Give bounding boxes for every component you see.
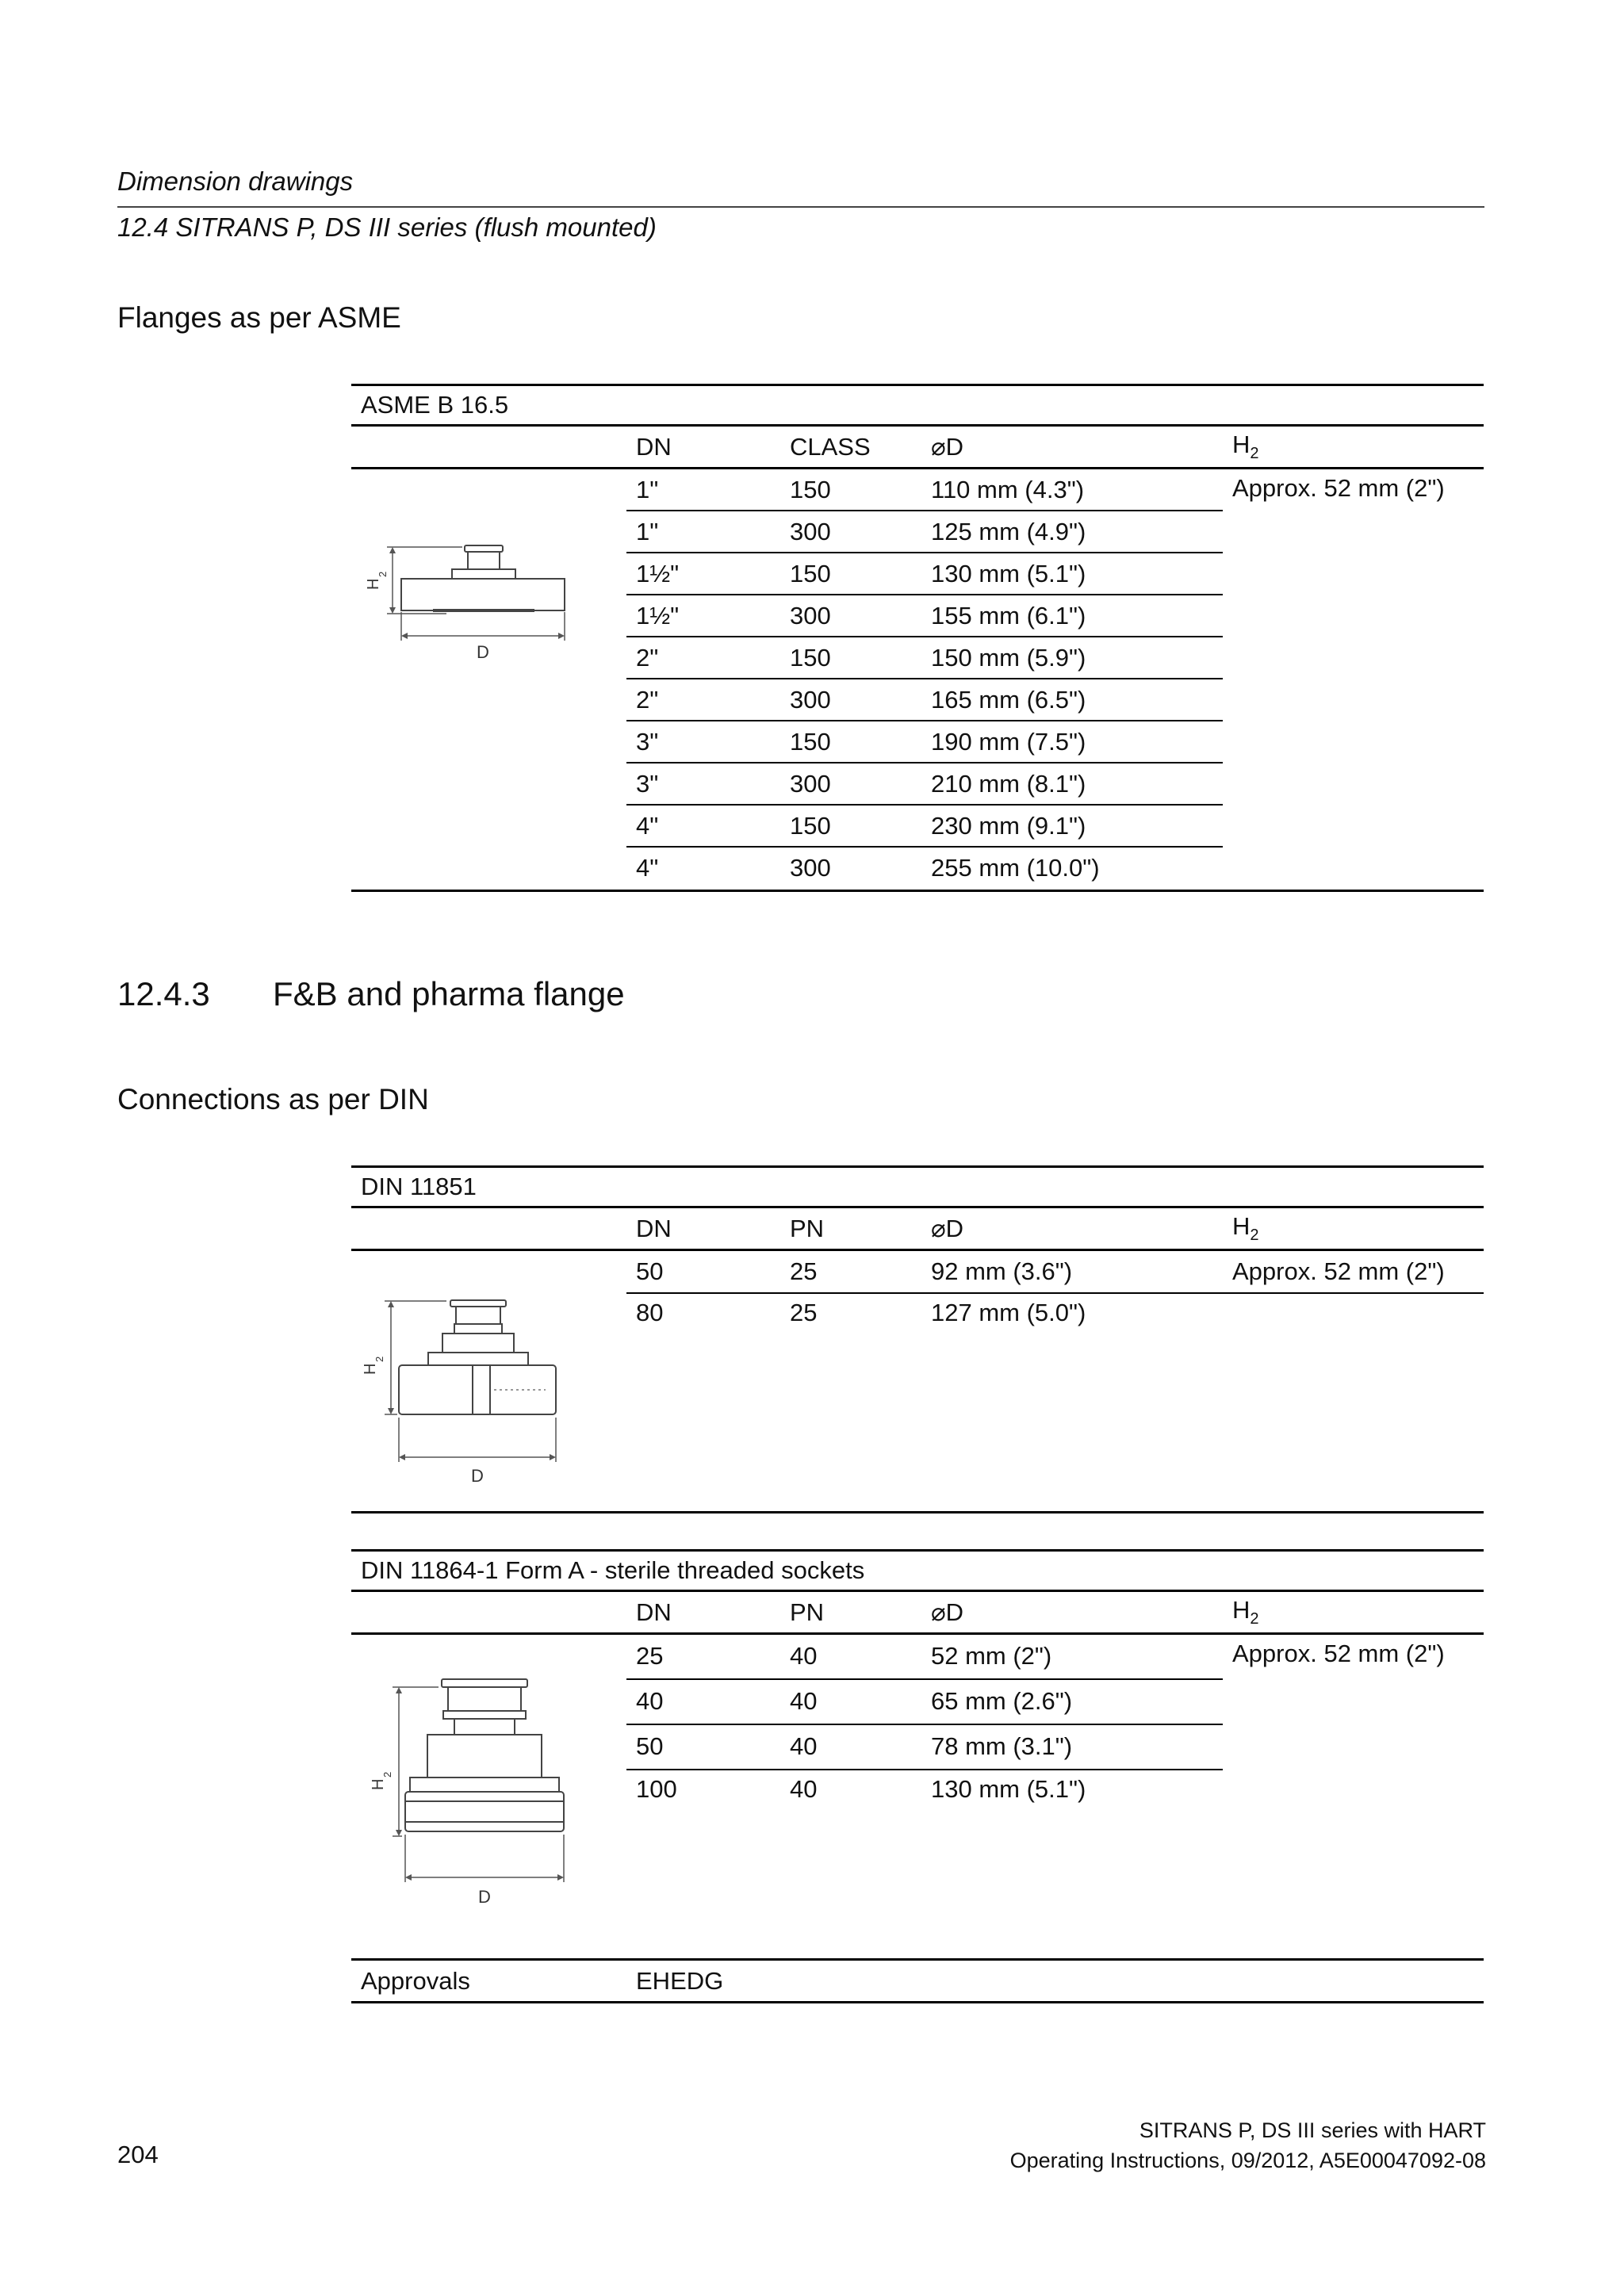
running-header-chapter: Dimension drawings xyxy=(117,166,354,196)
cell-class: 150 xyxy=(780,469,921,511)
drawing-label-h: H xyxy=(365,578,382,590)
cell-pn: 40 xyxy=(780,1634,921,1679)
cell-class: 300 xyxy=(780,511,921,553)
cell-diameter: 150 mm (5.9") xyxy=(921,637,1223,679)
cell-diameter: 78 mm (3.1") xyxy=(921,1724,1223,1770)
drawing-label-d: D xyxy=(478,1887,491,1907)
cell-dn: 80 xyxy=(636,1299,664,1327)
cell-class: 300 xyxy=(780,595,921,637)
cell-dn: 50 xyxy=(626,1724,780,1770)
cell-class: 300 xyxy=(780,763,921,805)
cell-dn: 1" xyxy=(626,469,780,511)
cell-class: 150 xyxy=(780,721,921,763)
din11864-table-title: DIN 11864-1 Form A - sterile threaded sockets xyxy=(351,1551,1484,1591)
table-row xyxy=(351,1250,1484,1294)
cell-diameter: 190 mm (7.5") xyxy=(921,721,1223,763)
approvals-value: EHEDG xyxy=(626,1960,1484,2003)
col-header-dn: DN xyxy=(626,426,780,469)
din11864-table xyxy=(351,1549,1484,2003)
table-end-rule xyxy=(351,1510,1484,1513)
din11851-drawing xyxy=(351,1289,605,1503)
col-header-h-sub: 2 xyxy=(1250,1610,1259,1628)
col-header-diameter: ⌀D xyxy=(921,426,1223,469)
cell-h2: Approx. 52 mm (2") xyxy=(1232,1640,1445,1667)
drawing-label-h: H xyxy=(362,1363,379,1375)
cell-dn: 3" xyxy=(626,763,780,805)
cell-class: 150 xyxy=(780,637,921,679)
running-header-section: 12.4 SITRANS P, DS III series (flush mounted) xyxy=(117,212,657,242)
drawing-label-h-sub: 2 xyxy=(381,1771,393,1777)
asme-table xyxy=(351,384,1484,892)
cell-pn: 40 xyxy=(780,1679,921,1724)
cell-dn: 1½" xyxy=(626,553,780,595)
cell-class: 300 xyxy=(790,853,831,882)
cell-dn: 100 xyxy=(636,1774,677,1803)
cell-dn: 4" xyxy=(636,853,659,882)
cell-class: 300 xyxy=(780,679,921,721)
page-number: 204 xyxy=(117,2141,159,2168)
cell-diameter: 155 mm (6.1") xyxy=(921,595,1223,637)
cell-dn: 1" xyxy=(626,511,780,553)
cell-class: 150 xyxy=(780,553,921,595)
cell-diameter: 165 mm (6.5") xyxy=(921,679,1223,721)
cell-pn: 40 xyxy=(780,1724,921,1770)
col-header-pn: PN xyxy=(780,1207,921,1250)
din11864-drawing xyxy=(351,1667,605,1952)
cell-diameter: 130 mm (5.1") xyxy=(921,553,1223,595)
cell-dn: 2" xyxy=(626,679,780,721)
col-header-h2 xyxy=(1223,1207,1484,1250)
drawing-label-h-sub: 2 xyxy=(377,571,389,577)
section-number: 12.4.3 xyxy=(117,975,210,1012)
cell-diameter: 255 mm (10.0") xyxy=(931,853,1100,882)
cell-dn: 50 xyxy=(626,1250,780,1294)
cell-diameter: 130 mm (5.1") xyxy=(931,1774,1086,1803)
section-title: F&B and pharma flange xyxy=(273,975,625,1012)
col-header-pn: PN xyxy=(780,1591,921,1634)
approvals-label: Approvals xyxy=(351,1960,626,2003)
table-end-rule xyxy=(351,888,1484,891)
cell-class: 150 xyxy=(780,805,921,847)
din11864-drawing-cell xyxy=(351,1634,626,1960)
asme-heading: Flanges as per ASME xyxy=(117,301,401,334)
cell-dn: 3" xyxy=(626,721,780,763)
drawing-label-d: D xyxy=(471,1466,484,1486)
table-title-row xyxy=(351,1551,1484,1591)
cell-pn: 40 xyxy=(790,1774,818,1803)
asme-flange-drawing xyxy=(351,514,589,672)
col-header-diameter: ⌀D xyxy=(921,1591,1223,1634)
col-header-h-sub: 2 xyxy=(1250,1226,1259,1245)
drawing-label-d: D xyxy=(477,642,489,662)
footer-product: SITRANS P, DS III series with HART xyxy=(1139,2118,1486,2142)
col-header-class: CLASS xyxy=(780,426,921,469)
col-header-h: H xyxy=(1232,1595,1251,1624)
din11851-table xyxy=(351,1165,1484,1513)
cell-diameter: 110 mm (4.3") xyxy=(921,469,1223,511)
footer-doc-info xyxy=(1010,2115,1486,2175)
cell-diameter: 125 mm (4.9") xyxy=(921,511,1223,553)
din-heading: Connections as per DIN xyxy=(117,1083,429,1115)
header-rule xyxy=(117,206,1484,208)
din11851-table-title: DIN 11851 xyxy=(351,1167,1484,1207)
drawing-label-h-sub: 2 xyxy=(373,1356,385,1362)
col-header-h: H xyxy=(1232,430,1251,458)
col-header-h-sub: 2 xyxy=(1250,445,1259,463)
section-heading xyxy=(117,975,625,1013)
col-header-dn: DN xyxy=(626,1207,780,1250)
table-title-row xyxy=(351,385,1484,426)
col-header-h2 xyxy=(1223,1591,1484,1634)
col-header-h2 xyxy=(1223,426,1484,469)
col-header-dn: DN xyxy=(626,1591,780,1634)
table-header-row xyxy=(351,1591,1484,1634)
table-row xyxy=(351,1634,1484,1679)
approvals-row xyxy=(351,1960,1484,2003)
cell-pn: 25 xyxy=(790,1299,818,1327)
cell-dn: 2" xyxy=(626,637,780,679)
cell-dn: 4" xyxy=(626,805,780,847)
cell-dn: 1½" xyxy=(626,595,780,637)
table-row xyxy=(351,469,1484,511)
din11851-drawing-cell xyxy=(351,1250,626,1510)
cell-diameter: 210 mm (8.1") xyxy=(921,763,1223,805)
cell-diameter: 92 mm (3.6") xyxy=(921,1250,1223,1294)
col-header-diameter: ⌀D xyxy=(921,1207,1223,1250)
footer-doc: Operating Instructions, 09/2012, A5E00047092-08 xyxy=(1009,2149,1486,2172)
asme-table-title: ASME B 16.5 xyxy=(351,385,1484,426)
cell-diameter: 127 mm (5.0") xyxy=(931,1299,1086,1327)
drawing-label-h: H xyxy=(370,1778,387,1790)
cell-dn: 25 xyxy=(626,1634,780,1679)
cell-h2: Approx. 52 mm (2") xyxy=(1232,474,1445,502)
col-header-h: H xyxy=(1232,1211,1251,1240)
cell-h2: Approx. 52 mm (2") xyxy=(1223,1250,1484,1294)
cell-dn: 40 xyxy=(626,1679,780,1724)
table-header-row xyxy=(351,426,1484,469)
asme-drawing-cell xyxy=(351,469,626,889)
cell-pn: 25 xyxy=(780,1250,921,1294)
table-title-row xyxy=(351,1167,1484,1207)
cell-diameter: 52 mm (2") xyxy=(921,1634,1223,1679)
cell-diameter: 65 mm (2.6") xyxy=(921,1679,1223,1724)
cell-diameter: 230 mm (9.1") xyxy=(921,805,1223,847)
table-header-row xyxy=(351,1207,1484,1250)
